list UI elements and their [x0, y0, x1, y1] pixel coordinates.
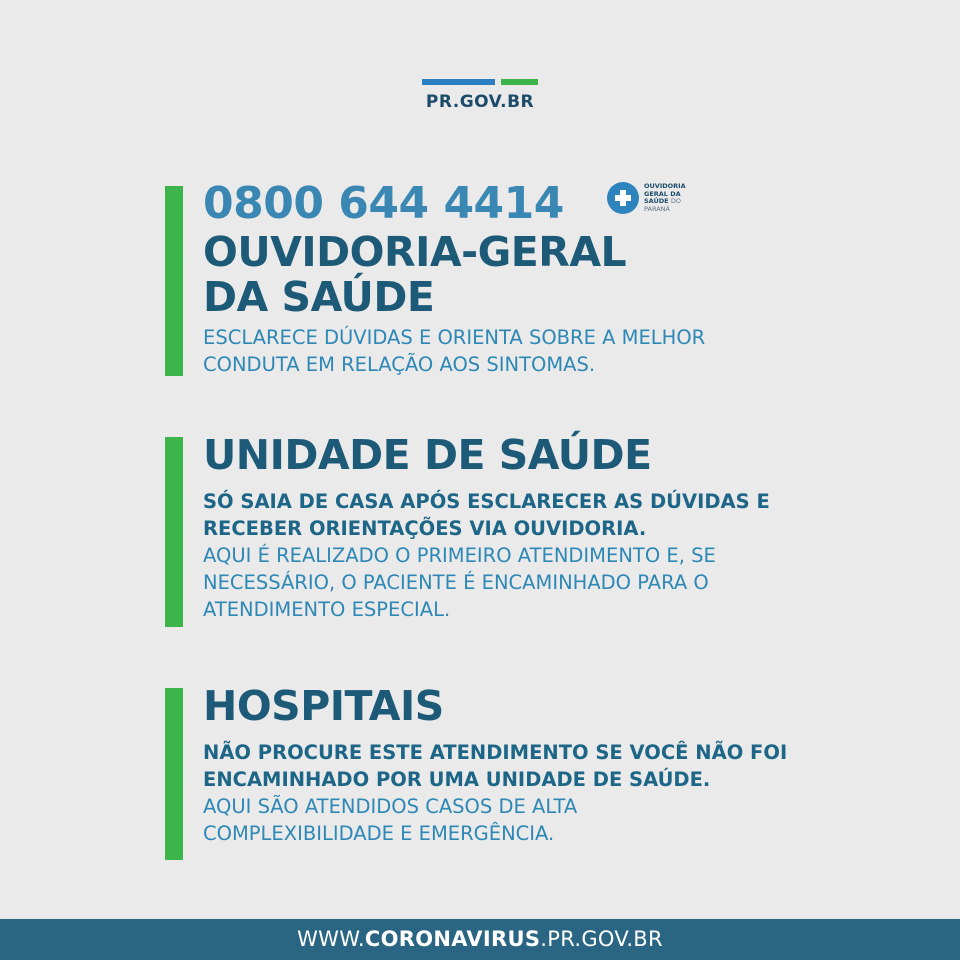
- section-accent-bar: [165, 186, 183, 376]
- section-body: CONDUTA EM RELAÇÃO AOS SINTOMAS.: [203, 353, 596, 376]
- section-body: AQUI SÃO ATENDIDOS CASOS DE ALTA: [203, 795, 578, 818]
- badge-line: GERAL DA: [644, 189, 681, 198]
- phone-number[interactable]: 0800 644 4414: [203, 178, 564, 229]
- phone-row: [203, 178, 853, 230]
- section-body: NECESSÁRIO, O PACIENTE É ENCAMINHADO PARA O: [203, 571, 709, 594]
- section-accent-bar: [165, 437, 183, 627]
- footer-url-prefix: WWW.: [297, 927, 365, 951]
- badge-line-do: DO: [670, 197, 682, 205]
- section-ouvidoria: [165, 178, 865, 376]
- footer-url-suffix: .PR.GOV.BR: [540, 927, 663, 951]
- section-body: ESCLARECE DÚVIDAS E ORIENTA SOBRE A MELHOR: [203, 326, 706, 349]
- logo-green-bar: [501, 79, 538, 85]
- section-title: HOSPITAIS: [203, 682, 444, 730]
- section-content: [203, 178, 853, 378]
- section-hospitais: [165, 682, 865, 860]
- section-lead: SÓ SAIA DE CASA APÓS ESCLARECER AS DÚVIDAS E: [203, 490, 770, 513]
- section-lead: NÃO PROCURE ESTE ATENDIMENTO SE VOCÊ NÃO FOI: [203, 741, 788, 764]
- pr-gov-logo-bars: [422, 79, 538, 85]
- pr-gov-logo-text: PR.GOV.BR: [425, 92, 535, 112]
- badge-text: [644, 183, 718, 213]
- section-content: [203, 684, 853, 847]
- footer-url-link[interactable]: [0, 919, 960, 960]
- section-body: ATENDIMENTO ESPECIAL.: [203, 598, 451, 621]
- section-unidade-saude: [165, 431, 865, 627]
- section-title: OUVIDORIA-GERAL: [203, 228, 627, 276]
- badge-line-parana: PARANÁ: [644, 204, 670, 213]
- footer-url-strong: CORONAVIRUS: [364, 927, 541, 951]
- logo-blue-bar: [422, 79, 495, 85]
- section-lead: RECEBER ORIENTAÇÕES VIA OUVIDORIA.: [203, 517, 647, 540]
- section-title: DA SAÚDE: [203, 273, 435, 321]
- health-cross-icon: [607, 182, 639, 214]
- section-lead: ENCAMINHADO POR UMA UNIDADE DE SAÚDE.: [203, 768, 711, 791]
- footer-bar: [0, 919, 960, 960]
- section-body: AQUI É REALIZADO O PRIMEIRO ATENDIMENTO E, SE: [203, 544, 716, 567]
- badge-line-saude: SAÚDE: [644, 197, 669, 205]
- section-body: COMPLEXIBILIDADE E EMERGÊNCIA.: [203, 822, 555, 845]
- section-content: [203, 433, 853, 623]
- ouvidoria-badge: [607, 182, 717, 222]
- section-accent-bar: [165, 688, 183, 860]
- badge-line: OUVIDORIA: [644, 182, 686, 190]
- section-title: UNIDADE DE SAÚDE: [203, 431, 652, 479]
